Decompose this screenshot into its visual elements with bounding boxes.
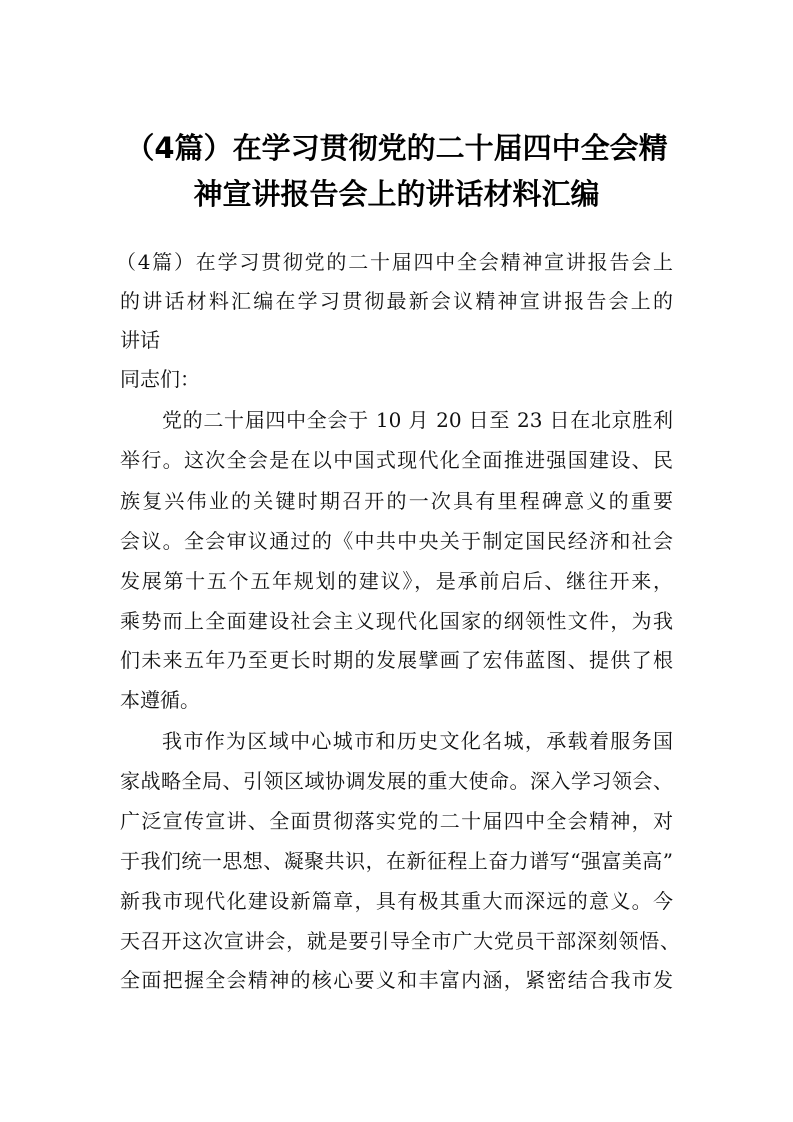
- text-line: 广泛宣传宣讲、全面贯彻落实党的二十届四中全会精神，对: [120, 809, 673, 833]
- text-line: 全面把握全会精神的核心要义和丰富内涵，紧密结合我市发: [120, 968, 673, 992]
- text-line: 发展第十五个五年规划的建议》，是承前启后、继往开来，: [120, 569, 673, 593]
- text-line: 的讲话材料汇编在学习贯彻最新会议精神宣讲报告会上的: [120, 289, 673, 313]
- title-line: （4篇）在学习贯彻党的二十届四中全会精: [125, 131, 668, 165]
- text-line: 天召开这次宣讲会，就是要引导全市广大党员干部深刻领悟、: [120, 929, 680, 953]
- salutation: 同志们：: [120, 367, 200, 391]
- text-line: 新我市现代化建设新篇章，具有极其重大而深远的意义。今: [120, 889, 673, 913]
- text-line: 们未来五年乃至更长时期的发展擘画了宏伟蓝图、提供了根: [120, 648, 673, 672]
- text-line: 会议。全会审议通过的《中共中央关于制定国民经济和社会: [120, 529, 673, 553]
- text-line: 乘势而上全面建设社会主义现代化国家的纲领性文件，为我: [120, 609, 673, 633]
- text-line: 讲话: [120, 328, 160, 352]
- text-line: （4篇）在学习贯彻党的二十届四中全会精神宣讲报告会上: [116, 250, 673, 274]
- text-line: 于我们统一思想、凝聚共识，在新征程上奋力谱写“强富美高”: [120, 849, 673, 873]
- text-line: 本遵循。: [120, 688, 200, 712]
- text-line: 举行。这次全会是在以中国式现代化全面推进强国建设、民: [120, 448, 673, 472]
- text-line: 我市作为区域中心城市和历史文化名城，承载着服务国: [162, 729, 673, 753]
- title-line: 神宣讲报告会上的讲话材料汇编: [193, 177, 600, 211]
- text-line: 党的二十届四中全会于 10 月 20 日至 23 日在北京胜利: [162, 408, 673, 432]
- text-line: 族复兴伟业的关键时期召开的一次具有里程碑意义的重要: [120, 489, 673, 513]
- text-line: 家战略全局、引领区域协调发展的重大使命。深入学习领会、: [120, 769, 673, 793]
